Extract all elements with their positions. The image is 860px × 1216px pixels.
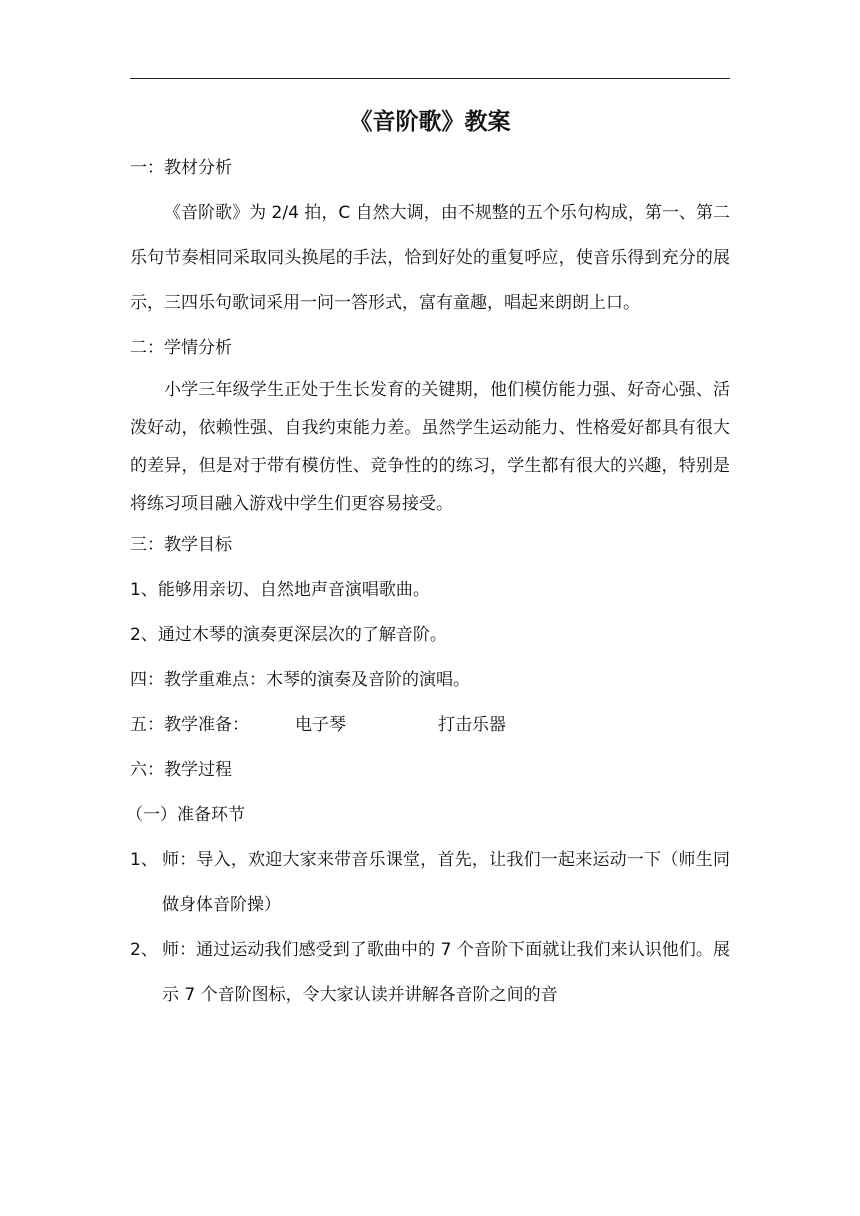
- key-points-line: 四：教学重难点：木琴的演奏及音阶的演唱。: [130, 670, 470, 690]
- document-body: [126, 98, 730, 1018]
- preparation-item-percussion: 打击乐器: [438, 715, 506, 735]
- teaching-goal-item: 2、通过木琴的演奏更深层次的了解音阶。: [130, 625, 447, 645]
- preparation-item-keyboard: 电子琴: [295, 715, 346, 735]
- process-sub-heading: （一）准备环节: [126, 805, 245, 825]
- document-title: 《音阶歌》教案: [349, 109, 511, 135]
- preparation-line: [130, 703, 730, 748]
- section-heading-teaching-process: 六：教学过程: [130, 760, 232, 780]
- section-heading-material-analysis: 一：教材分析: [130, 158, 232, 178]
- preparation-label: 五：教学准备：: [130, 715, 249, 735]
- process-step-number: 2、: [130, 940, 158, 960]
- process-step-number: 1、: [130, 850, 158, 870]
- material-analysis-paragraph: 《音阶歌》为 2/4 拍，C 自然大调，由不规整的五个乐句构成，第一、第二乐句节奏相同采取同头换尾的手法，恰到好处的重复呼应，使音乐得到充分的展示，三四乐句歌词采用一问一答形式，富有童趣，唱起来朗朗上口。: [130, 203, 730, 313]
- process-step-item: [130, 928, 730, 1018]
- teaching-goal-item: 1、能够用亲切、自然地声音演唱歌曲。: [130, 580, 430, 600]
- process-step-item: [130, 838, 730, 928]
- header-rule: [130, 78, 730, 79]
- process-step-text: 师：通过运动我们感受到了歌曲中的 7 个音阶下面就让我们来认识他们。展示 7 个音阶图标，令大家认读并讲解各音阶之间的音: [162, 940, 730, 1005]
- process-step-text: 师：导入，欢迎大家来带音乐课堂，首先，让我们一起来运动一下（师生同做身体音阶操）: [162, 850, 730, 915]
- section-heading-student-analysis: 二：学情分析: [130, 338, 232, 358]
- section-heading-teaching-goals: 三：教学目标: [130, 535, 232, 555]
- student-analysis-paragraph: 小学三年级学生正处于生长发育的关键期，他们模仿能力强、好奇心强、活泼好动，依赖性强、自我约束能力差。虽然学生运动能力、性格爱好都具有很大的差异，但是对于带有模仿性、竞争性的的练习，学生都有很大的兴趣，特别是将练习项目融入游戏中学生们更容易接受。: [130, 380, 730, 514]
